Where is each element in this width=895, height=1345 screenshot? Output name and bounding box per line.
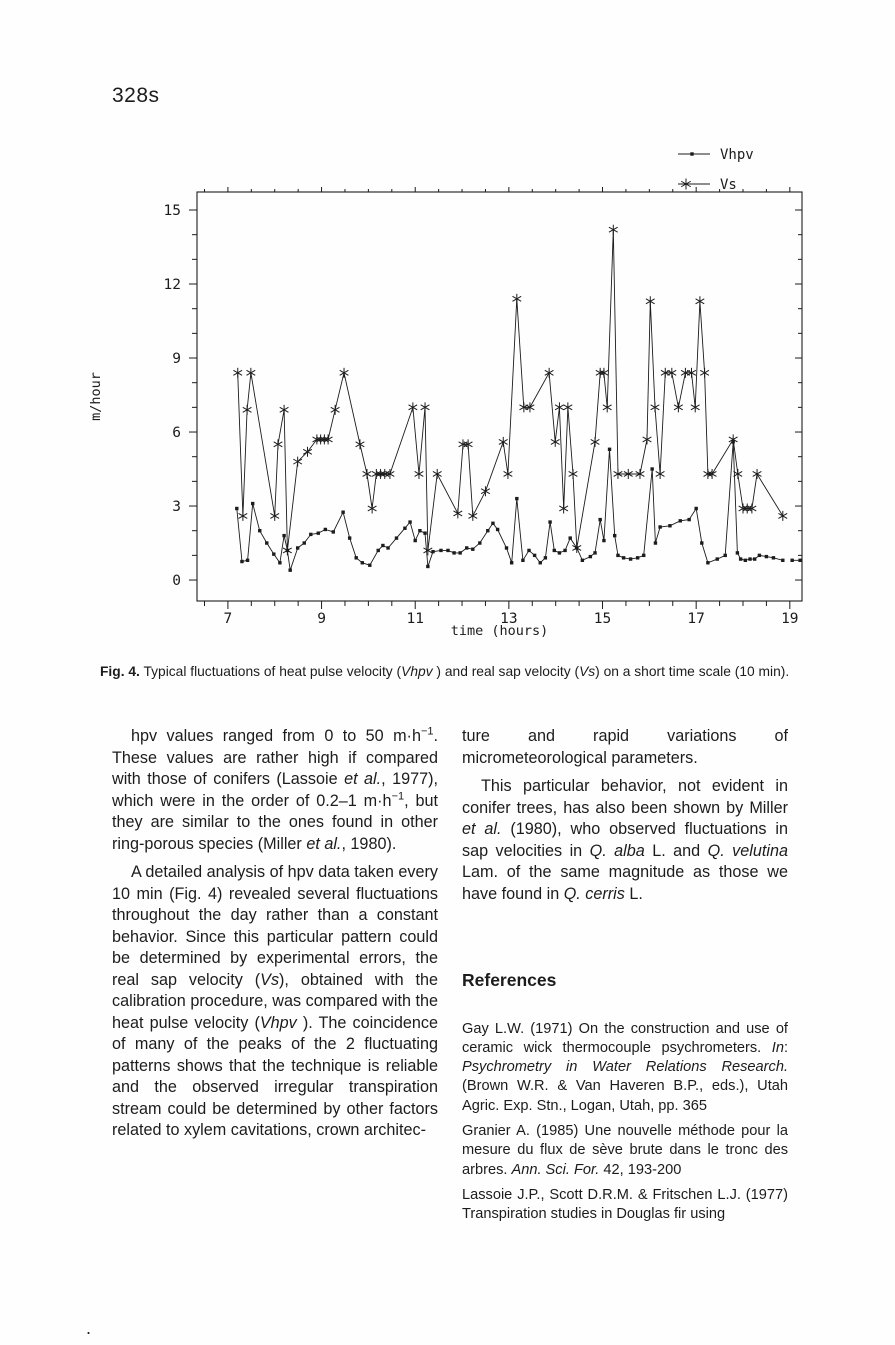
- legend: [678, 147, 754, 193]
- references-heading: References: [462, 970, 557, 990]
- stray-mark: .: [86, 1318, 92, 1338]
- svg-text:m/hour: m/hour: [88, 372, 104, 421]
- svg-text:time (hours): time (hours): [450, 623, 549, 639]
- figure-caption: Fig. 4. Typical fluctuations of heat pulse velocity (Vhpv ) and real sap velocity (Vs) on a short time scale (10 min).: [100, 664, 790, 679]
- left-column: [112, 726, 438, 1149]
- svg-text:19: 19: [781, 611, 799, 627]
- svg-text:15: 15: [593, 611, 612, 627]
- svg-text:17: 17: [687, 611, 705, 627]
- figure-4-chart: [80, 140, 870, 660]
- svg-text:15: 15: [163, 203, 181, 220]
- body-paragraph: hpv values ranged from 0 to 50 $m\cdot h^{-1}$. These values are rather high if compared with those of conifers (Lassoie et al., 1977), which were in the order of 0.2–1 $m\cdot h^{-1}$, but they are similar to the ones found in other ring-porous species (Miller et al., 1980).: [112, 725, 439, 853]
- svg-text:0: 0: [172, 573, 181, 590]
- axis-labels: [88, 372, 548, 639]
- svg-text:Vs: Vs: [720, 177, 737, 193]
- svg-text:13: 13: [500, 611, 518, 627]
- axis-ticks: [164, 187, 802, 627]
- right-column: [462, 726, 788, 1230]
- svg-text:11: 11: [406, 611, 424, 627]
- body-paragraph: This particular behavior, not evident in conifer trees, has also been shown by Miller et al. (1980), who observed fluctuations in sap velocities in Q. alba L. and Q. velutina Lam. of the same magnitude as those we have found in Q. cerris L.: [462, 777, 788, 903]
- series-Vhpv: [235, 440, 802, 572]
- svg-text:7: 7: [223, 611, 233, 627]
- svg-text:12: 12: [163, 277, 181, 294]
- svg-text:Vhpv: Vhpv: [720, 147, 754, 163]
- body-paragraph: ture and rapid variations of micrometeorological parameters.: [462, 727, 788, 767]
- svg-text:3: 3: [172, 499, 181, 516]
- svg-text:9: 9: [172, 351, 181, 368]
- reference-entry: Granier A. (1985) Une nouvelle méthode pour la mesure du flux de sève brute dans le tronc des arbres. Ann. Sci. For. 42, 193-200: [462, 1122, 788, 1178]
- svg-text:6: 6: [172, 425, 181, 442]
- body-paragraph: A detailed analysis of hpv data taken every 10 min (Fig. 4) revealed several fluctuations throughout the day rather than a constant behavior. Since this particular pattern could be determined by experimental errors, the real sap velocity (Vs), obtained with the calibration procedure, was compared with the heat pulse velocity (Vhpv ). The coincidence of many of the peaks of the 2 fluctuating patterns shows that the technique is reliable and the observed irregular transpiration stream could be determined by other factors related to xylem cavitations, crown architec-: [112, 863, 439, 1139]
- page-number: 328s: [112, 84, 160, 107]
- reference-entry: Gay L.W. (1971) On the construction and use of ceramic wick thermocouple psychrometers. In: Psychrometry in Water Relations Research. (Brown W.R. & Van Haveren B.P., eds.), Utah Agric. Exp. Stn., Logan, Utah, pp. 365: [462, 1020, 788, 1114]
- reference-entry: Lassoie J.P., Scott D.R.M. & Fritschen L.J. (1977) Transpiration studies in Douglas fir using: [462, 1186, 788, 1223]
- series-Vs: [233, 225, 787, 556]
- svg-text:9: 9: [317, 611, 326, 627]
